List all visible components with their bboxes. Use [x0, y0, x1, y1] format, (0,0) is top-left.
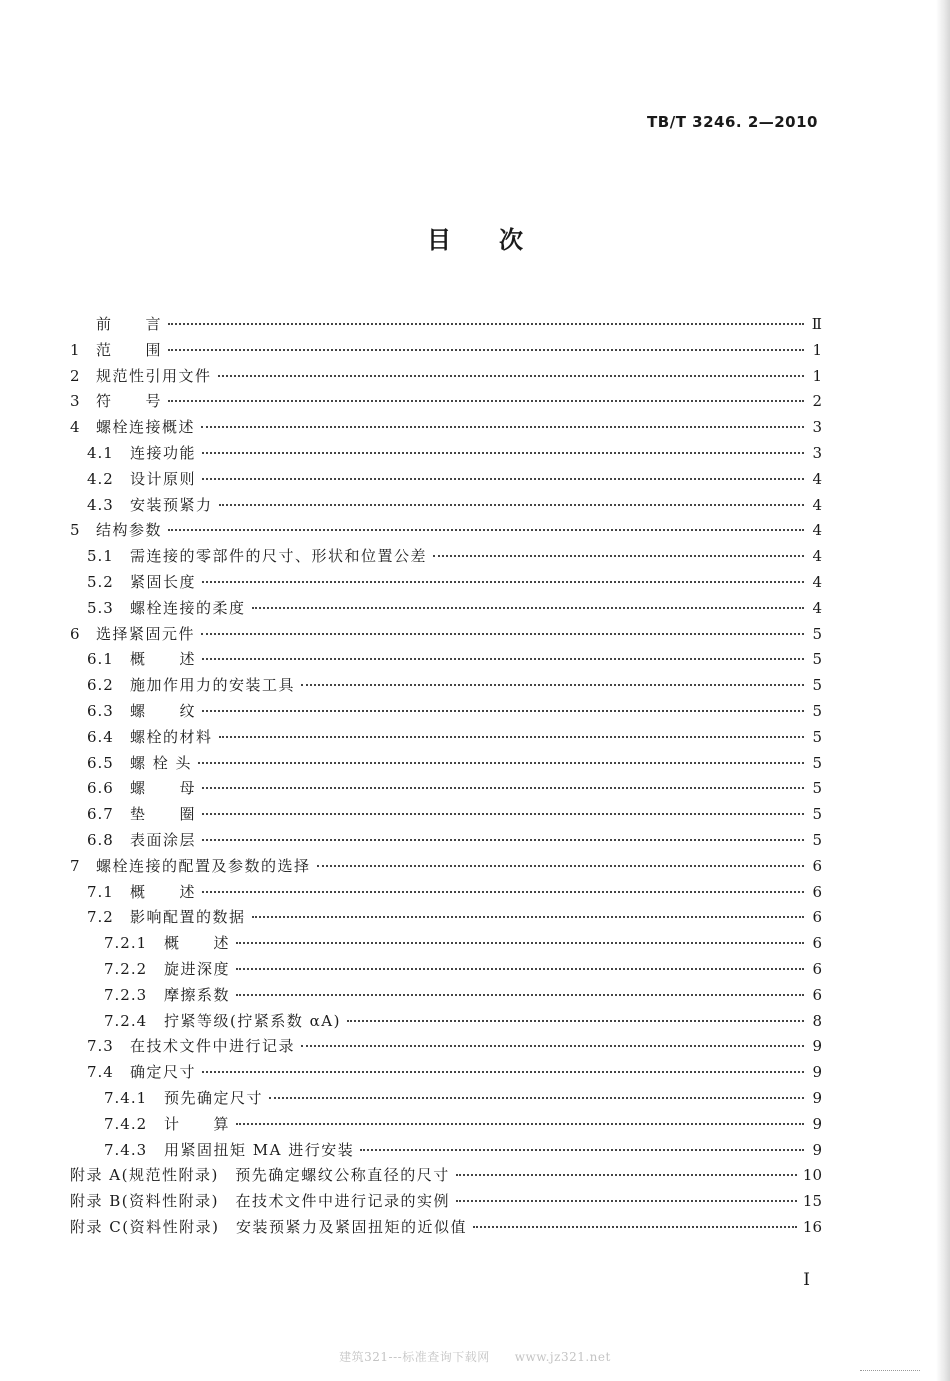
table-of-contents: [70, 313, 822, 1242]
toc-entry[interactable]: [70, 519, 822, 545]
dot-leader: [202, 658, 804, 660]
toc-entry-page: 6: [812, 882, 822, 901]
toc-entry-title: 螺栓连接的配置及参数的选择: [96, 856, 311, 875]
toc-entry-page: 9: [812, 1114, 822, 1133]
dot-leader: [168, 400, 804, 402]
toc-entry-title: 确定尺寸: [130, 1063, 197, 1082]
dot-leader: [456, 1200, 797, 1202]
toc-entry-title: 施加作用力的安装工具: [130, 676, 296, 695]
toc-entry-page: Ⅱ: [811, 315, 822, 333]
toc-entry-title: 规范性引用文件: [96, 366, 212, 385]
toc-entry-page: 2: [812, 392, 822, 411]
toc-entry-number: 7.4.3: [104, 1140, 148, 1159]
toc-entry-page: 4: [812, 495, 822, 514]
toc-entry-title: 安装预紧力: [130, 495, 213, 514]
toc-entry-title: 表面涂层: [130, 830, 197, 849]
page-title: 目次: [427, 226, 571, 254]
toc-entry[interactable]: [70, 1113, 822, 1139]
toc-entry[interactable]: [70, 1190, 822, 1216]
toc-entry-number: 4.3: [87, 495, 114, 514]
toc-entry-title: 螺 栓 头: [130, 753, 193, 772]
toc-entry[interactable]: [70, 365, 822, 391]
toc-entry-title: 拧紧等级(拧紧系数 αA): [164, 1011, 341, 1030]
toc-entry-number: 7.3: [87, 1037, 114, 1056]
toc-entry-title: 旋进深度: [164, 959, 231, 978]
toc-entry[interactable]: [70, 313, 822, 339]
toc-entry-title: 摩擦系数: [164, 985, 231, 1004]
toc-entry[interactable]: [70, 726, 822, 752]
toc-entry-number: 7.1: [87, 882, 114, 901]
toc-entry-title: 需连接的零部件的尺寸、形状和位置公差: [130, 547, 428, 566]
toc-entry-page: 5: [812, 805, 822, 824]
toc-entry-page: 4: [812, 521, 822, 540]
toc-entry-title: 结构参数: [96, 521, 163, 540]
toc-entry-title: 紧固长度: [130, 572, 197, 591]
toc-entry-title: 用紧固扭矩 MA 进行安装: [164, 1140, 355, 1159]
toc-entry-page: 5: [812, 727, 822, 746]
toc-entry-number: 5.2: [87, 572, 114, 591]
toc-entry-page: 3: [812, 418, 822, 437]
dot-leader: [252, 607, 804, 609]
dot-leader: [252, 916, 804, 918]
toc-entry-page: 9: [812, 1037, 822, 1056]
toc-entry-page: 6: [812, 934, 822, 953]
page-number: I: [803, 1270, 810, 1290]
toc-entry[interactable]: [70, 958, 822, 984]
toc-entry-number: 4.2: [87, 469, 114, 488]
dot-leader: [301, 1045, 804, 1047]
dot-leader: [317, 865, 804, 867]
toc-entry[interactable]: [70, 932, 822, 958]
toc-entry-number: 7: [70, 856, 81, 875]
toc-entry-title: 在技术文件中进行记录: [130, 1037, 296, 1056]
toc-entry-page: 4: [812, 469, 822, 488]
toc-entry-title: 螺栓连接的柔度: [130, 598, 246, 617]
toc-entry[interactable]: [70, 700, 822, 726]
dot-leader: [347, 1020, 804, 1022]
toc-entry[interactable]: [70, 803, 822, 829]
toc-entry-page: 10: [802, 1166, 822, 1185]
dot-leader: [202, 787, 804, 789]
toc-entry-number: 7.4.1: [104, 1088, 148, 1107]
toc-entry[interactable]: [70, 1061, 822, 1087]
toc-entry-title: 概 述: [164, 934, 231, 953]
dot-leader: [433, 555, 804, 557]
toc-entry-page: 6: [812, 856, 822, 875]
toc-entry-title: 前 言: [96, 315, 163, 333]
dot-leader: [202, 581, 804, 583]
toc-entry[interactable]: [70, 1087, 822, 1113]
dot-leader: [236, 1123, 804, 1125]
toc-entry-number: 5: [70, 521, 81, 540]
toc-entry-title: 螺 纹: [130, 701, 197, 720]
dot-leader: [201, 633, 804, 635]
toc-entry-number: 7.4.2: [104, 1114, 148, 1133]
toc-entry-title: 连接功能: [130, 443, 197, 462]
toc-entry-title: 符 号: [96, 392, 163, 411]
toc-entry-page: 3: [812, 443, 822, 462]
toc-entry-number: 6.7: [87, 805, 114, 824]
toc-entry-number: 2: [70, 366, 81, 385]
toc-entry[interactable]: [70, 777, 822, 803]
toc-entry-page: 5: [812, 676, 822, 695]
dot-leader: [269, 1097, 804, 1099]
toc-entry-page: 15: [802, 1192, 822, 1211]
dot-leader: [202, 839, 804, 841]
toc-entry-number: 7.2.2: [104, 959, 148, 978]
toc-entry-page: 9: [812, 1140, 822, 1159]
dot-leader: [456, 1174, 797, 1176]
toc-entry-page: 6: [812, 959, 822, 978]
toc-entry-page: 4: [812, 572, 822, 591]
toc-entry-number: 7.4: [87, 1063, 114, 1082]
toc-entry-page: 1: [812, 340, 822, 359]
toc-entry-number: 6.6: [87, 779, 114, 798]
toc-entry[interactable]: [70, 906, 822, 932]
toc-entry[interactable]: [70, 468, 822, 494]
dot-leader: [201, 426, 804, 428]
toc-entry-title: 计 算: [164, 1114, 231, 1133]
toc-entry-number: 6.1: [87, 650, 114, 669]
toc-entry-number: 6.8: [87, 830, 114, 849]
toc-entry-page: 4: [812, 547, 822, 566]
toc-entry[interactable]: [70, 752, 822, 778]
dot-leader: [202, 478, 804, 480]
toc-entry-title: 预先确定尺寸: [164, 1088, 264, 1107]
scan-edge-shadow: [936, 0, 950, 1381]
toc-entry-page: 5: [812, 650, 822, 669]
toc-entry[interactable]: [70, 442, 822, 468]
toc-entry-number: 7.2.1: [104, 934, 148, 953]
toc-entry-page: 6: [812, 985, 822, 1004]
toc-entry-page: 6: [812, 908, 822, 927]
watermark: 建筑321---标准查询下载网 www.jz321.net: [339, 1350, 611, 1364]
dot-leader: [219, 504, 804, 506]
dot-leader: [473, 1226, 797, 1228]
dot-leader: [236, 942, 804, 944]
toc-entry-page: 1: [812, 366, 822, 385]
toc-entry-title: 概 述: [130, 650, 197, 669]
toc-entry-title: 螺 母: [130, 779, 197, 798]
toc-entry-number: 4.1: [87, 443, 114, 462]
toc-entry-number: 6.2: [87, 676, 114, 695]
toc-entry-page: 9: [812, 1063, 822, 1082]
dot-leader: [202, 452, 804, 454]
toc-entry[interactable]: [70, 571, 822, 597]
toc-entry[interactable]: [70, 984, 822, 1010]
dot-leader: [202, 891, 804, 893]
toc-entry-page: 8: [812, 1011, 822, 1030]
toc-entry[interactable]: [70, 494, 822, 520]
toc-entry[interactable]: [70, 1139, 822, 1165]
toc-entry-number: 6.3: [87, 701, 114, 720]
toc-entry-number: 6: [70, 624, 81, 643]
dot-leader: [202, 1071, 804, 1073]
toc-entry-title: 影响配置的数据: [130, 908, 246, 927]
toc-entry[interactable]: [70, 623, 822, 649]
dot-leader: [301, 684, 804, 686]
toc-entry-page: 4: [812, 598, 822, 617]
toc-entry-title: 螺栓的材料: [130, 727, 213, 746]
dot-leader: [168, 323, 804, 325]
toc-entry-page: 5: [812, 624, 822, 643]
dot-leader: [218, 375, 804, 377]
toc-entry[interactable]: [70, 829, 822, 855]
toc-entry-title: 概 述: [130, 882, 197, 901]
toc-entry-page: 5: [812, 830, 822, 849]
standard-number: TB/T 3246. 2—2010: [647, 113, 818, 131]
toc-entry-title: 附录 A(规范性附录) 预先确定螺纹公称直径的尺寸: [70, 1166, 450, 1185]
toc-entry[interactable]: [70, 1164, 822, 1190]
dot-leader: [219, 736, 804, 738]
toc-entry-title: 垫 圈: [130, 805, 197, 824]
dot-leader: [198, 762, 804, 764]
dot-leader: [236, 994, 804, 996]
toc-entry-page: 16: [802, 1217, 822, 1236]
toc-entry-page: 5: [812, 779, 822, 798]
toc-entry[interactable]: [70, 339, 822, 365]
scan-mark: [860, 1370, 920, 1375]
toc-entry-page: 9: [812, 1088, 822, 1107]
toc-entry-page: 5: [812, 753, 822, 772]
toc-entry-title: 附录 C(资料性附录) 安装预紧力及紧固扭矩的近似值: [70, 1217, 467, 1236]
dot-leader: [202, 813, 804, 815]
toc-entry-number: 7.2: [87, 908, 114, 927]
toc-entry[interactable]: [70, 1010, 822, 1036]
toc-entry-number: 1: [70, 340, 81, 359]
toc-entry-number: 7.2.3: [104, 985, 148, 1004]
toc-entry-number: 7.2.4: [104, 1011, 148, 1030]
toc-entry-number: 5.1: [87, 547, 114, 566]
toc-entry[interactable]: [70, 597, 822, 623]
dot-leader: [202, 710, 804, 712]
toc-entry[interactable]: [70, 855, 822, 881]
toc-entry[interactable]: [70, 648, 822, 674]
dot-leader: [236, 968, 804, 970]
toc-entry[interactable]: [70, 416, 822, 442]
dot-leader: [360, 1149, 804, 1151]
dot-leader: [168, 349, 804, 351]
toc-entry[interactable]: [70, 1216, 822, 1242]
toc-entry-number: 4: [70, 418, 81, 437]
toc-entry[interactable]: [70, 390, 822, 416]
toc-entry-number: 6.5: [87, 753, 114, 772]
dot-leader: [168, 529, 804, 531]
toc-entry-number: 6.4: [87, 727, 114, 746]
toc-entry[interactable]: [70, 1035, 822, 1061]
toc-entry[interactable]: [70, 674, 822, 700]
toc-entry-title: 螺栓连接概述: [96, 418, 196, 437]
toc-entry-page: 5: [812, 701, 822, 720]
toc-entry[interactable]: [70, 545, 822, 571]
toc-entry-title: 附录 B(资料性附录) 在技术文件中进行记录的实例: [70, 1192, 450, 1211]
toc-entry-title: 设计原则: [130, 469, 197, 488]
toc-entry-title: 选择紧固元件: [96, 624, 196, 643]
toc-entry-number: 5.3: [87, 598, 114, 617]
toc-entry[interactable]: [70, 881, 822, 907]
toc-entry-title: 范 围: [96, 340, 163, 359]
toc-entry-number: 3: [70, 392, 81, 411]
